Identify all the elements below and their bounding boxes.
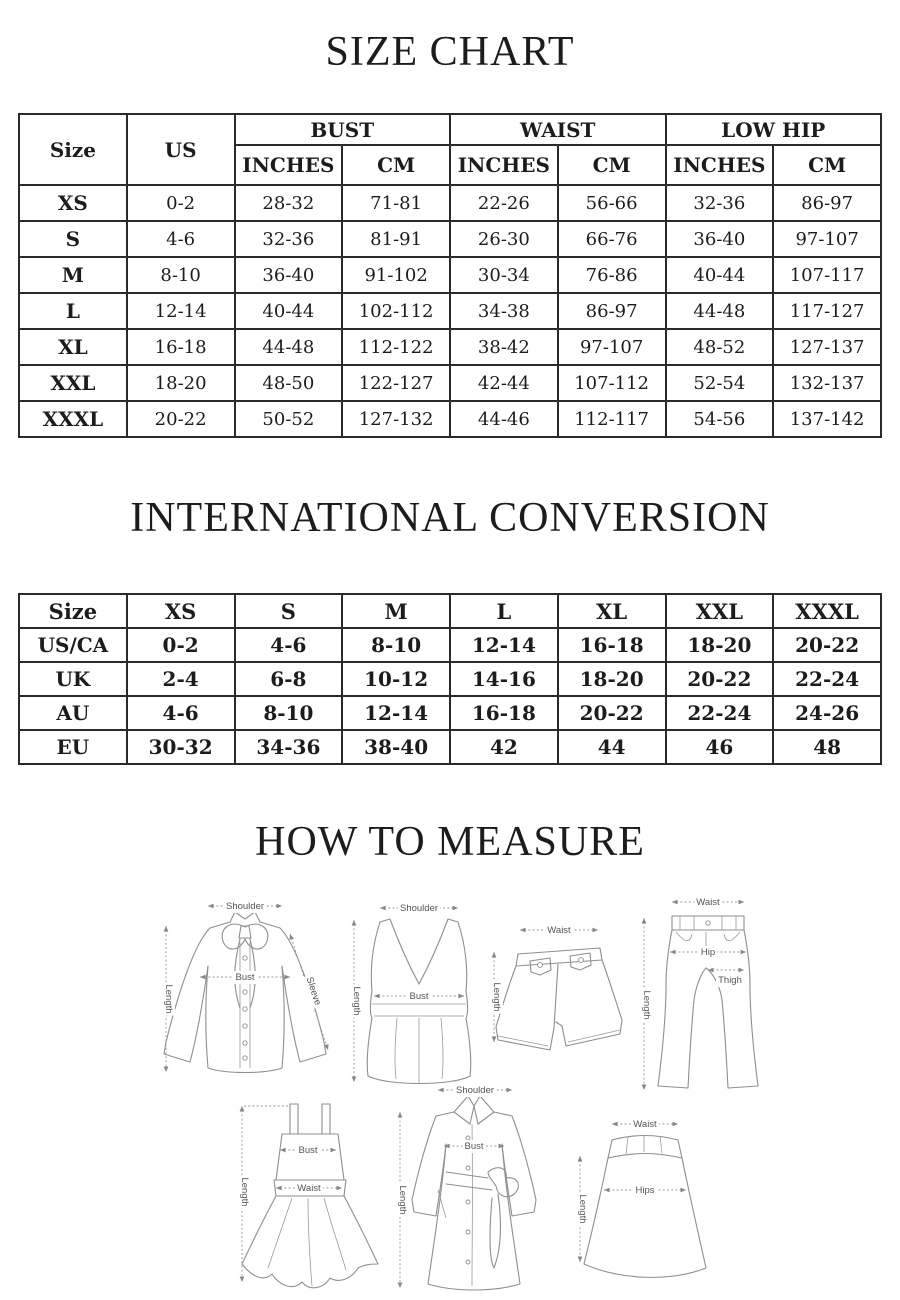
skirt-sketch — [560, 1102, 730, 1297]
dress-length-measure — [238, 1106, 251, 1282]
size-label-cell: XS — [19, 185, 127, 221]
svg-text:Hips: Hips — [635, 1185, 655, 1196]
conversion-cell: 8-10 — [342, 628, 450, 662]
size-label-cell: L — [19, 293, 127, 329]
size-chart-table — [18, 113, 882, 438]
pants-waist-measure — [672, 896, 744, 909]
conversion-cell: 0-2 — [127, 628, 235, 662]
region-cell: AU — [19, 696, 127, 730]
conversion-title: INTERNATIONAL CONVERSION — [130, 495, 770, 541]
conversion-cell: 48 — [773, 730, 881, 764]
measurement-cell: 50-52 — [235, 401, 343, 437]
svg-text:Length: Length — [577, 1194, 588, 1224]
measurement-cell: 18-20 — [127, 365, 235, 401]
measurement-cell: 12-14 — [127, 293, 235, 329]
conversion-header-cell: XXL — [666, 594, 774, 628]
conversion-cell: 24-26 — [773, 696, 881, 730]
pants-length-measure — [640, 918, 653, 1090]
header-bust: BUST — [235, 114, 451, 145]
svg-text:Hip: Hip — [700, 947, 716, 958]
svg-text:Shoulder: Shoulder — [225, 901, 265, 912]
size-chart-row — [19, 401, 881, 437]
tank-bust-measure — [374, 990, 464, 1003]
measurement-cell: 112-122 — [342, 329, 450, 365]
coat-shoulder-measure — [438, 1084, 512, 1097]
measurement-cell: 122-127 — [342, 365, 450, 401]
header-us: US — [127, 114, 235, 185]
size-chart-row — [19, 293, 881, 329]
measurement-cell: 86-97 — [558, 293, 666, 329]
size-chart-row — [19, 365, 881, 401]
coat-bust-measure — [444, 1140, 504, 1153]
conversion-cell: 22-24 — [773, 662, 881, 696]
measurement-cell: 30-34 — [450, 257, 558, 293]
conversion-header-cell: XL — [558, 594, 666, 628]
shorts-sketch — [478, 902, 638, 1074]
conversion-cell: 20-22 — [666, 662, 774, 696]
conversion-cell: 30-32 — [127, 730, 235, 764]
conversion-cell: 20-22 — [773, 628, 881, 662]
shorts-waist-measure — [520, 924, 598, 937]
size-chart-title: SIZE CHART — [325, 29, 575, 75]
conversion-cell: 18-20 — [558, 662, 666, 696]
measurement-cell: 117-127 — [773, 293, 881, 329]
svg-text:Shoulder: Shoulder — [455, 1085, 495, 1096]
measurement-cell: 107-112 — [558, 365, 666, 401]
header-size: Size — [19, 114, 127, 185]
measurement-cell: 86-97 — [773, 185, 881, 221]
size-chart-row — [19, 185, 881, 221]
conversion-cell: 16-18 — [558, 628, 666, 662]
svg-text:Waist: Waist — [547, 925, 571, 936]
svg-text:Thigh: Thigh — [718, 975, 742, 986]
conversion-cell: 6-8 — [235, 662, 343, 696]
svg-text:Waist: Waist — [696, 897, 720, 908]
conversion-table — [18, 593, 882, 765]
header-bust-inches: INCHES — [235, 145, 343, 185]
skirt-length-measure — [576, 1156, 589, 1262]
size-chart-row — [19, 329, 881, 365]
size-label-cell: XL — [19, 329, 127, 365]
conversion-row — [19, 628, 881, 662]
measurement-cell: 102-112 — [342, 293, 450, 329]
svg-text:Bust: Bust — [464, 1141, 484, 1152]
measurement-cell: 28-32 — [235, 185, 343, 221]
conversion-cell: 22-24 — [666, 696, 774, 730]
measurement-cell: 44-46 — [450, 401, 558, 437]
conversion-cell: 44 — [558, 730, 666, 764]
measurement-cell: 81-91 — [342, 221, 450, 257]
header-bust-cm: CM — [342, 145, 450, 185]
conversion-header-cell: S — [235, 594, 343, 628]
coat-length-measure — [396, 1112, 409, 1288]
measurement-cell: 22-26 — [450, 185, 558, 221]
measurement-cell: 44-48 — [235, 329, 343, 365]
measurement-cell: 91-102 — [342, 257, 450, 293]
measurement-cell: 32-36 — [666, 185, 774, 221]
measurement-cell: 127-132 — [342, 401, 450, 437]
how-to-measure-title: HOW TO MEASURE — [255, 819, 645, 865]
conversion-cell: 4-6 — [235, 628, 343, 662]
measurement-cell: 56-66 — [558, 185, 666, 221]
header-low-hip: LOW HIP — [666, 114, 882, 145]
conversion-cell: 16-18 — [450, 696, 558, 730]
measurement-cell: 137-142 — [773, 401, 881, 437]
dress-waist-measure — [276, 1182, 342, 1195]
conversion-row — [19, 696, 881, 730]
measurement-cell: 107-117 — [773, 257, 881, 293]
conversion-cell: 42 — [450, 730, 558, 764]
blouse-length-measure — [162, 926, 175, 1072]
svg-text:Waist: Waist — [633, 1119, 657, 1130]
svg-text:Length: Length — [641, 990, 652, 1020]
svg-text:Length: Length — [397, 1185, 408, 1215]
measurement-cell: 4-6 — [127, 221, 235, 257]
pants-sketch — [632, 890, 782, 1095]
svg-text:Waist: Waist — [297, 1183, 321, 1194]
tank-top-sketch — [342, 886, 497, 1091]
measurement-cell: 26-30 — [450, 221, 558, 257]
conversion-cell: 8-10 — [235, 696, 343, 730]
conversion-cell: 2-4 — [127, 662, 235, 696]
skirt-waist-measure — [612, 1118, 678, 1131]
header-waist-cm: CM — [558, 145, 666, 185]
coat-sketch — [384, 1072, 564, 1297]
measurement-cell: 36-40 — [235, 257, 343, 293]
header-waist: WAIST — [450, 114, 666, 145]
dress-bust-measure — [280, 1144, 336, 1157]
size-chart-row — [19, 257, 881, 293]
size-label-cell: XXXL — [19, 401, 127, 437]
tank-length-measure — [350, 920, 363, 1082]
svg-text:Bust: Bust — [298, 1145, 318, 1156]
measurement-cell: 42-44 — [450, 365, 558, 401]
header-hip-cm: CM — [773, 145, 881, 185]
region-cell: US/CA — [19, 628, 127, 662]
measurement-cell: 127-137 — [773, 329, 881, 365]
conversion-header-cell: XXXL — [773, 594, 881, 628]
conversion-cell: 20-22 — [558, 696, 666, 730]
measurement-cell: 20-22 — [127, 401, 235, 437]
conversion-cell: 34-36 — [235, 730, 343, 764]
size-label-cell: S — [19, 221, 127, 257]
conversion-row — [19, 662, 881, 696]
size-label-cell: XXL — [19, 365, 127, 401]
region-cell: EU — [19, 730, 127, 764]
svg-text:Length: Length — [163, 984, 174, 1014]
conversion-header-cell: M — [342, 594, 450, 628]
region-cell: UK — [19, 662, 127, 696]
measurement-cell: 66-76 — [558, 221, 666, 257]
pants-hip-measure — [670, 946, 746, 959]
skirt-hips-measure — [604, 1184, 686, 1197]
conversion-cell: 4-6 — [127, 696, 235, 730]
conversion-cell: 38-40 — [342, 730, 450, 764]
measurement-cell: 48-52 — [666, 329, 774, 365]
conversion-row — [19, 730, 881, 764]
measurement-cell: 132-137 — [773, 365, 881, 401]
conversion-header-cell: L — [450, 594, 558, 628]
conversion-cell: 10-12 — [342, 662, 450, 696]
svg-text:Shoulder: Shoulder — [399, 903, 439, 914]
measurement-cell: 32-36 — [235, 221, 343, 257]
header-hip-inches: INCHES — [666, 145, 774, 185]
measurement-cell: 40-44 — [235, 293, 343, 329]
conversion-cell: 12-14 — [342, 696, 450, 730]
measurement-cell: 97-107 — [773, 221, 881, 257]
blouse-bust-measure — [200, 971, 290, 984]
blouse-shoulder-measure — [208, 900, 282, 913]
conversion-cell: 14-16 — [450, 662, 558, 696]
blouse-sleeve-measure — [289, 934, 328, 1050]
measurement-cell: 40-44 — [666, 257, 774, 293]
measurement-cell: 48-50 — [235, 365, 343, 401]
measurement-cell: 97-107 — [558, 329, 666, 365]
measurement-cell: 0-2 — [127, 185, 235, 221]
conversion-header-cell: Size — [19, 594, 127, 628]
conversion-header-cell: XS — [127, 594, 235, 628]
dress-sketch — [212, 1092, 397, 1297]
svg-text:Length: Length — [491, 982, 502, 1012]
svg-text:Bust: Bust — [409, 991, 429, 1002]
conversion-cell: 18-20 — [666, 628, 774, 662]
conversion-cell: 12-14 — [450, 628, 558, 662]
blouse-sketch — [150, 882, 335, 1087]
size-label-cell: M — [19, 257, 127, 293]
svg-text:Sleeve: Sleeve — [303, 975, 324, 1007]
measurement-cell: 16-18 — [127, 329, 235, 365]
measurement-cell: 38-42 — [450, 329, 558, 365]
conversion-cell: 46 — [666, 730, 774, 764]
measurement-cell: 71-81 — [342, 185, 450, 221]
measurement-cell: 52-54 — [666, 365, 774, 401]
svg-text:Bust: Bust — [235, 972, 255, 983]
size-chart-row — [19, 221, 881, 257]
measurement-cell: 112-117 — [558, 401, 666, 437]
measurement-cell: 8-10 — [127, 257, 235, 293]
measurement-cell: 34-38 — [450, 293, 558, 329]
svg-text:Length: Length — [351, 986, 362, 1016]
measurement-cell: 44-48 — [666, 293, 774, 329]
measurement-cell: 54-56 — [666, 401, 774, 437]
svg-text:Length: Length — [239, 1177, 250, 1207]
measurement-cell: 76-86 — [558, 257, 666, 293]
tank-shoulder-measure — [380, 902, 458, 915]
pants-thigh-measure — [708, 968, 744, 987]
header-waist-inches: INCHES — [450, 145, 558, 185]
measurement-cell: 36-40 — [666, 221, 774, 257]
